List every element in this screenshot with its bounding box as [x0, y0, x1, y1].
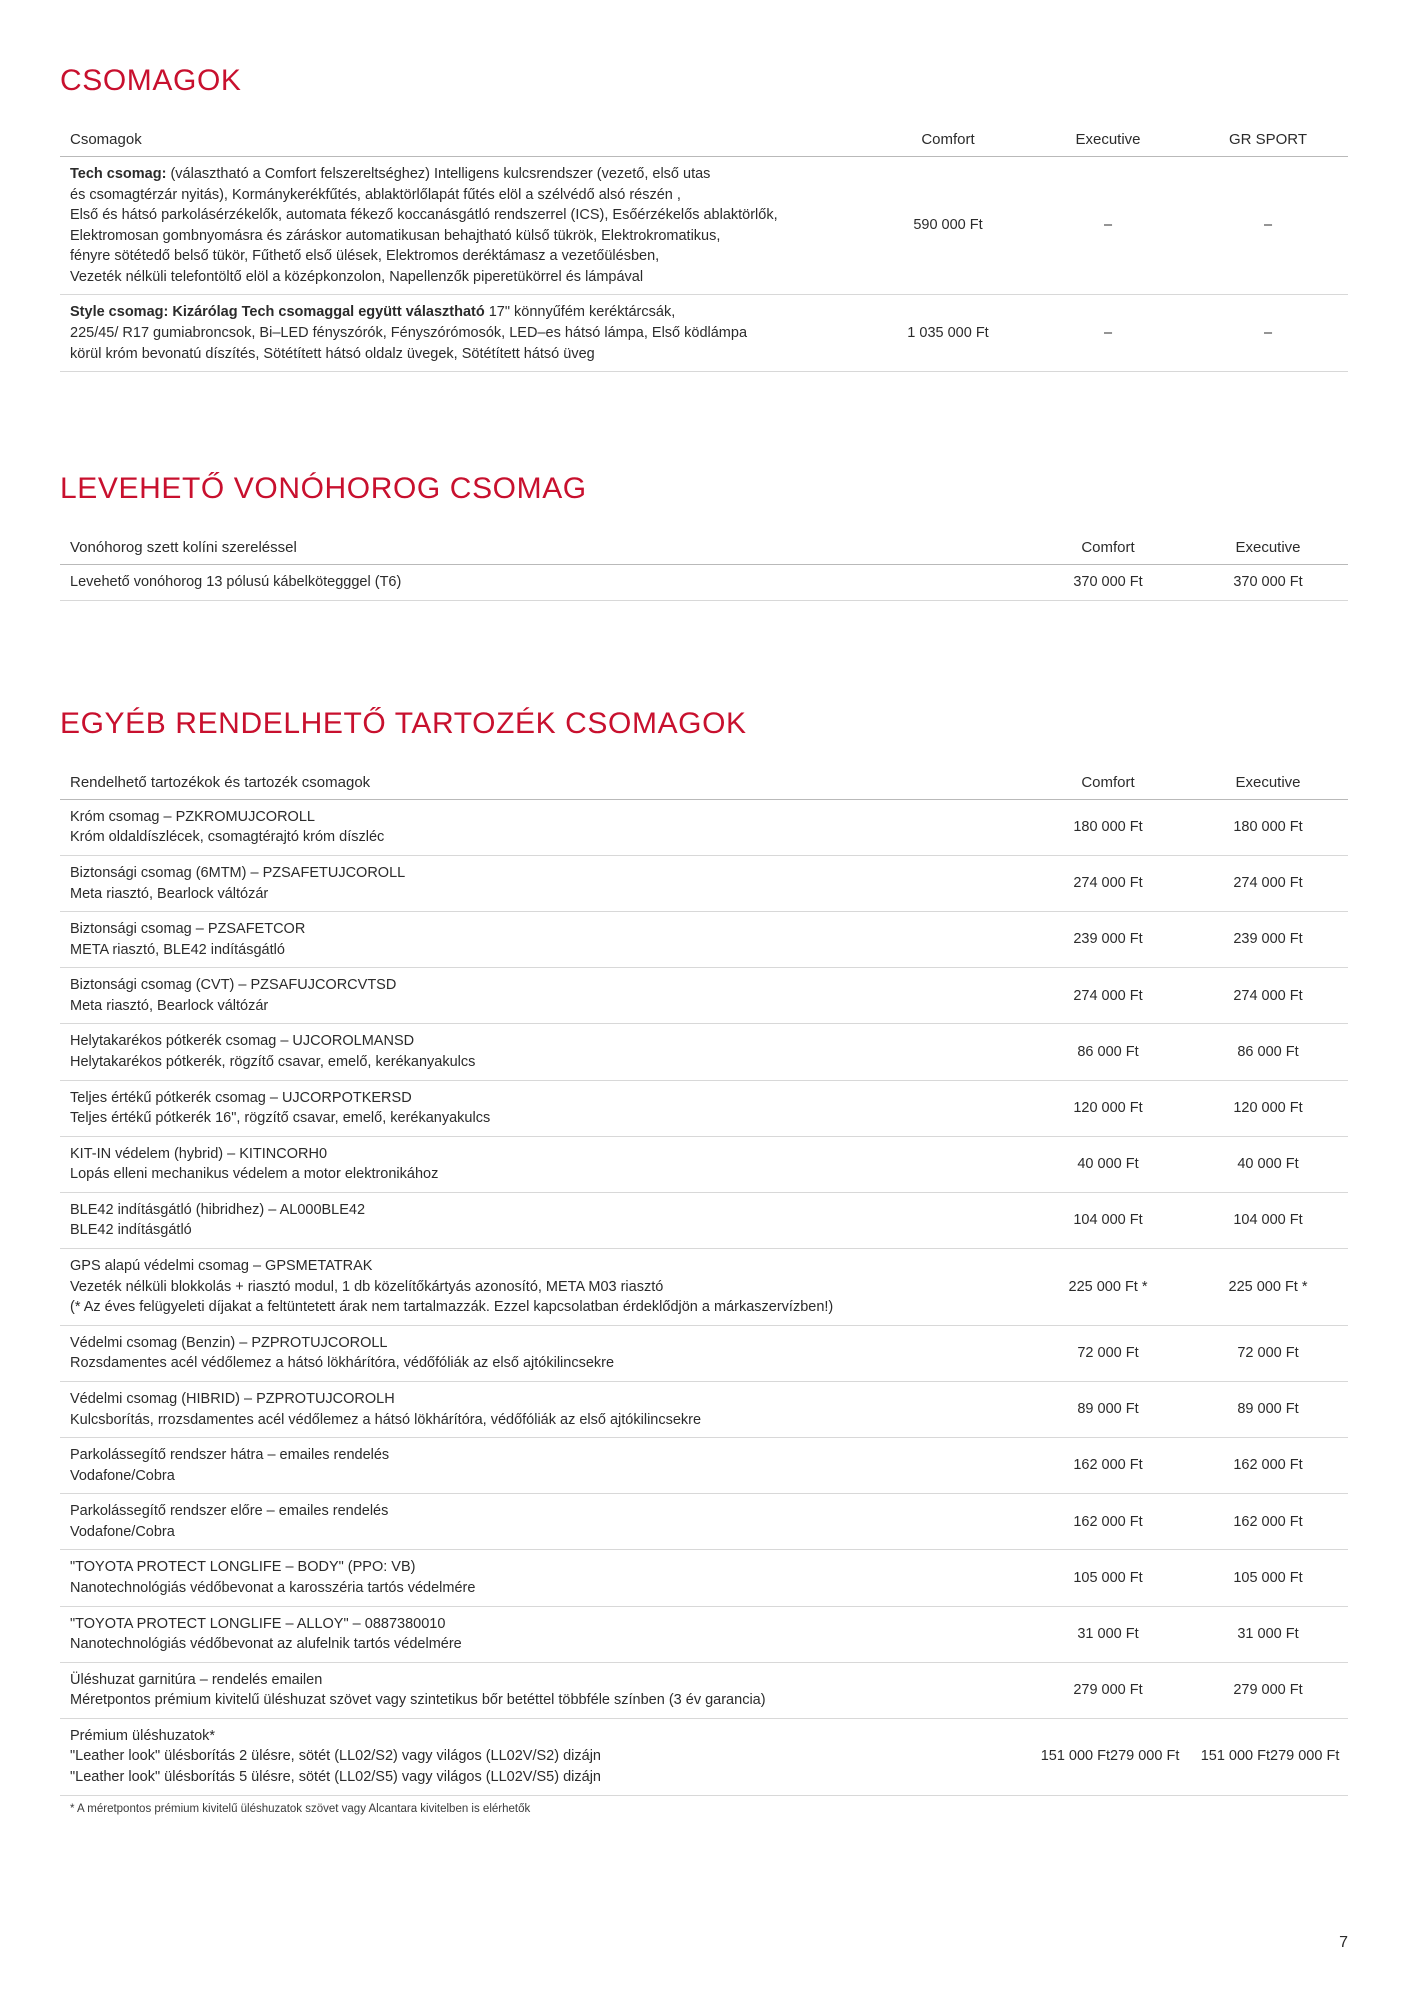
row-line: Vezeték nélküli blokkolás + riasztó modul, 1 db közelítőkártyás azonosító, META M03 riasztó: [70, 1278, 664, 1295]
table-row: [60, 157, 1348, 295]
row-description: [60, 1606, 1028, 1662]
table-row: [60, 1192, 1348, 1248]
row-line: Helytakarékos pótkerék, rögzítő csavar, emelő, kerékanyakulcs: [70, 1053, 476, 1070]
section-title-tartozek: EGYÉB RENDELHETŐ TARTOZÉK CSOMAGOK: [60, 706, 747, 740]
price-executive-line: 279 000 Ft: [1270, 1748, 1340, 1765]
row-description: [60, 1136, 1028, 1192]
column-header-description: Rendelhető tartozékok és tartozék csomagok: [60, 774, 1028, 800]
towbar-table-body: [60, 565, 1348, 601]
row-description: [60, 1381, 1028, 1437]
row-line: Teljes értékű pótkerék csomag – UJCORPOTKERSD: [70, 1089, 412, 1106]
accessories-table: [60, 774, 1348, 1796]
row-line: Rozsdamentes acél védőlemez a hátsó lökhárítóra, védőfóliák az első ajtókilincsekre: [70, 1355, 615, 1372]
table-row: [60, 1718, 1348, 1795]
towbar-table: [60, 539, 1348, 601]
table-row: [60, 1606, 1348, 1662]
column-header-description: Csomagok: [60, 131, 868, 157]
row-line: Teljes értékű pótkerék 16", rögzítő csavar, emelő, kerékanyakulcs: [70, 1110, 491, 1127]
price-executive-line: 151 000 Ft: [1200, 1748, 1271, 1765]
row-line: Króm csomag – PZKROMUJCOROLL: [70, 808, 315, 825]
row-description: [60, 912, 1028, 968]
row-line: Vodafone/Cobra: [70, 1523, 175, 1540]
row-line: "Leather look" ülésborítás 2 ülésre, sötét (LL02/S2) vagy világos (LL02V/S2) dizájn: [70, 1748, 601, 1765]
row-description: [60, 1325, 1028, 1381]
section-spacer: [60, 601, 1348, 707]
price-grsport: –: [1188, 295, 1348, 372]
table-row: [60, 855, 1348, 911]
column-header-executive: Executive: [1028, 131, 1188, 157]
row-line: Biztonsági csomag (6MTM) – PZSAFETUJCOROLL: [70, 864, 406, 881]
table-row: [60, 799, 1348, 855]
price-comfort: [1028, 1718, 1188, 1795]
price-comfort: 86 000 Ft: [1028, 1024, 1188, 1080]
row-line: Első és hátsó parkolásérzékelők, automata fékező koccanásgátló rendszerrel (ICS), Esőérzékelős ablaktörlők,: [70, 207, 778, 224]
packages-table: [60, 131, 1348, 372]
row-line: "Leather look" ülésborítás 5 ülésre, sötét (LL02/S5) vagy világos (LL02V/S5) dizájn: [70, 1769, 601, 1786]
column-header-comfort: Comfort: [1028, 539, 1188, 565]
price-executive: 370 000 Ft: [1188, 565, 1348, 601]
table-row: [60, 565, 1348, 601]
row-description: [60, 1438, 1028, 1494]
price-executive: [1188, 1718, 1348, 1795]
price-comfort: 105 000 Ft: [1028, 1550, 1188, 1606]
page-number: 7: [1339, 1934, 1348, 1951]
section-tartozek: [60, 707, 1348, 1817]
table-footnote: * A méretpontos prémium kivitelű üléshuzatok szövet vagy Alcantara kivitelben is elérhetők: [70, 1802, 531, 1815]
row-description: [60, 1192, 1028, 1248]
price-comfort: 1 035 000 Ft: [868, 295, 1028, 372]
price-executive: 274 000 Ft: [1188, 968, 1348, 1024]
price-comfort: 274 000 Ft: [1028, 968, 1188, 1024]
price-comfort: 590 000 Ft: [868, 157, 1028, 295]
price-comfort: 225 000 Ft *: [1028, 1249, 1188, 1326]
table-row: [60, 1662, 1348, 1718]
price-executive: 274 000 Ft: [1188, 855, 1348, 911]
row-line: Parkolássegítő rendszer hátra – emailes rendelés: [70, 1447, 390, 1464]
price-executive: 162 000 Ft: [1188, 1494, 1348, 1550]
row-line: Vodafone/Cobra: [70, 1467, 175, 1484]
price-comfort-line: 279 000 Ft: [1110, 1748, 1180, 1765]
row-line: BLE42 indításgátló: [70, 1222, 192, 1239]
row-description: [60, 1024, 1028, 1080]
row-description: [60, 799, 1028, 855]
price-comfort: 104 000 Ft: [1028, 1192, 1188, 1248]
section-csomagok: [60, 64, 1348, 372]
row-line: Meta riasztó, Bearlock váltózár: [70, 885, 269, 902]
table-row: [60, 1325, 1348, 1381]
row-description: [60, 565, 1028, 601]
price-executive: 40 000 Ft: [1188, 1136, 1348, 1192]
column-header-comfort: Comfort: [1028, 774, 1188, 800]
price-comfort: 31 000 Ft: [1028, 1606, 1188, 1662]
price-comfort: 120 000 Ft: [1028, 1080, 1188, 1136]
table-row: [60, 1136, 1348, 1192]
row-line: Üléshuzat garnitúra – rendelés emailen: [70, 1671, 323, 1688]
row-line: Prémium üléshuzatok*: [70, 1727, 216, 1744]
table-row: [60, 912, 1348, 968]
price-comfort: 72 000 Ft: [1028, 1325, 1188, 1381]
row-bold-prefix: Style csomag: Kizárólag Tech csomaggal együtt választható: [70, 304, 485, 321]
price-executive: 105 000 Ft: [1188, 1550, 1348, 1606]
column-header-grsport: GR SPORT: [1188, 131, 1348, 157]
price-executive: 162 000 Ft: [1188, 1438, 1348, 1494]
row-description: [60, 1249, 1028, 1326]
table-row: [60, 968, 1348, 1024]
price-executive: –: [1028, 295, 1188, 372]
section-spacer: [60, 372, 1348, 472]
row-line: körül króm bevonatú díszítés, Sötétített hátsó oldalz üvegek, Sötétített hátsó üveg: [70, 345, 595, 362]
row-line: Parkolássegítő rendszer előre – emailes rendelés: [70, 1503, 389, 1520]
column-header-comfort: Comfort: [868, 131, 1028, 157]
section-title-csomagok: CSOMAGOK: [60, 64, 242, 97]
price-comfort: 40 000 Ft: [1028, 1136, 1188, 1192]
table-header-row: [60, 539, 1348, 565]
row-line: 225/45/ R17 gumiabroncsok, Bi–LED fényszórók, Fényszórómosók, LED–es hátsó lámpa, Első ködlámpa: [70, 325, 748, 342]
row-line: Lopás elleni mechanikus védelem a motor elektronikához: [70, 1166, 439, 1183]
price-executive: 180 000 Ft: [1188, 799, 1348, 855]
price-comfort: 180 000 Ft: [1028, 799, 1188, 855]
row-bold-prefix: Tech csomag:: [70, 166, 167, 182]
row-description: [60, 1494, 1028, 1550]
price-comfort-line: 151 000 Ft: [1040, 1748, 1111, 1765]
column-header-executive: Executive: [1188, 774, 1348, 800]
page-content: [60, 64, 1348, 1817]
price-executive: 225 000 Ft *: [1188, 1249, 1348, 1326]
column-header-description: Vonóhorog szett kolíni szereléssel: [60, 539, 1028, 565]
price-executive: –: [1028, 157, 1188, 295]
packages-table-body: [60, 157, 1348, 372]
row-line: Nanotechnológiás védőbevonat az alufelnik tartós védelmére: [70, 1636, 462, 1653]
table-row: [60, 1438, 1348, 1494]
price-comfort: 239 000 Ft: [1028, 912, 1188, 968]
row-line: KIT-IN védelem (hybrid) – KITINCORH0: [70, 1145, 328, 1162]
row-line: Levehető vonóhorog 13 pólusú kábelkötegggel (T6): [70, 574, 402, 591]
table-row: [60, 1550, 1348, 1606]
row-description: [60, 1662, 1028, 1718]
row-line: fényre sötétedő belső tükör, Fűthető első ülések, Elektromos deréktámasz a vezetőülésben,: [70, 248, 660, 265]
row-line: Biztonsági csomag – PZSAFETCOR: [70, 921, 306, 938]
price-executive: 89 000 Ft: [1188, 1381, 1348, 1437]
row-line: "TOYOTA PROTECT LONGLIFE – BODY" (PPO: VB): [70, 1559, 416, 1576]
row-line: (* Az éves felügyeleti díjakat a feltüntetett árak nem tartalmazzák. Ezzel kapcsolatban érdeklődjön a márkaszervízben!): [70, 1299, 834, 1316]
price-executive: 86 000 Ft: [1188, 1024, 1348, 1080]
row-line: Védelmi csomag (Benzin) – PZPROTUJCOROLL: [70, 1334, 388, 1351]
row-line: Króm oldaldíszlécek, csomagtérajtó króm díszléc: [70, 829, 385, 846]
row-line: Helytakarékos pótkerék csomag – UJCOROLMANSD: [70, 1033, 415, 1050]
price-comfort: 279 000 Ft: [1028, 1662, 1188, 1718]
price-comfort: 89 000 Ft: [1028, 1381, 1188, 1437]
table-row: [60, 1024, 1348, 1080]
accessories-table-body: [60, 799, 1348, 1795]
price-executive: 31 000 Ft: [1188, 1606, 1348, 1662]
row-line: Meta riasztó, Bearlock váltózár: [70, 997, 269, 1014]
row-line-rest: 17" könnyűfém keréktárcsák,: [484, 304, 676, 321]
row-line: Biztonsági csomag (CVT) – PZSAFUJCORCVTSD: [70, 977, 397, 994]
price-executive: 72 000 Ft: [1188, 1325, 1348, 1381]
row-description: [60, 295, 868, 372]
price-executive: 239 000 Ft: [1188, 912, 1348, 968]
row-line-rest: (választható a Comfort felszereltséghez) Intelligens kulcsrendszer (vezető, első utas: [166, 166, 711, 182]
table-row: [60, 1249, 1348, 1326]
row-description: [60, 968, 1028, 1024]
row-description: [60, 1550, 1028, 1606]
row-line: GPS alapú védelmi csomag – GPSMETATRAK: [70, 1258, 373, 1275]
table-row: [60, 1494, 1348, 1550]
price-executive: 120 000 Ft: [1188, 1080, 1348, 1136]
row-description: [60, 855, 1028, 911]
section-title-vonohorog: LEVEHETŐ VONÓHOROG CSOMAG: [60, 472, 587, 506]
row-line: Nanotechnológiás védőbevonat a karosszéria tartós védelmére: [70, 1579, 476, 1596]
table-row: [60, 295, 1348, 372]
table-header-row: [60, 774, 1348, 800]
price-executive: 104 000 Ft: [1188, 1192, 1348, 1248]
row-description: [60, 157, 868, 295]
table-row: [60, 1381, 1348, 1437]
price-comfort: 274 000 Ft: [1028, 855, 1188, 911]
row-line: Elektromosan gombnyomásra és záráskor automatikusan behajtható külső tükrök, Elektrokromatikus,: [70, 227, 721, 244]
row-line: META riasztó, BLE42 indításgátló: [70, 941, 285, 958]
row-line: Kulcsborítás, rrozsdamentes acél védőlemez a hátsó lökhárítóra, védőfóliák az első ajtókilincsekre: [70, 1411, 702, 1428]
price-grsport: –: [1188, 157, 1348, 295]
row-line: Méretpontos prémium kivitelű üléshuzat szövet vagy szintetikus bőr betéttel többféle színben (3 év garancia): [70, 1692, 766, 1709]
row-line: "TOYOTA PROTECT LONGLIFE – ALLOY" – 0887380010: [70, 1615, 446, 1632]
price-comfort: 162 000 Ft: [1028, 1494, 1188, 1550]
section-vonohorog: [60, 472, 1348, 601]
table-header-row: [60, 131, 1348, 157]
row-line: és csomagtérzár nyitás), Kormánykerékfűtés, ablaktörlőlapát fűtés elöl a szélvédő alsó részén ,: [70, 186, 681, 203]
price-executive: 279 000 Ft: [1188, 1662, 1348, 1718]
row-line: Vezeték nélküli telefontöltő elöl a középkonzolon, Napellenzők piperetükörrel és lámpával: [70, 268, 644, 285]
price-comfort: 370 000 Ft: [1028, 565, 1188, 601]
row-description: [60, 1080, 1028, 1136]
column-header-executive: Executive: [1188, 539, 1348, 565]
row-description: [60, 1718, 1028, 1795]
price-comfort: 162 000 Ft: [1028, 1438, 1188, 1494]
row-line: Védelmi csomag (HIBRID) – PZPROTUJCOROLH: [70, 1390, 395, 1407]
table-row: [60, 1080, 1348, 1136]
row-line: BLE42 indításgátló (hibridhez) – AL000BLE42: [70, 1201, 366, 1218]
